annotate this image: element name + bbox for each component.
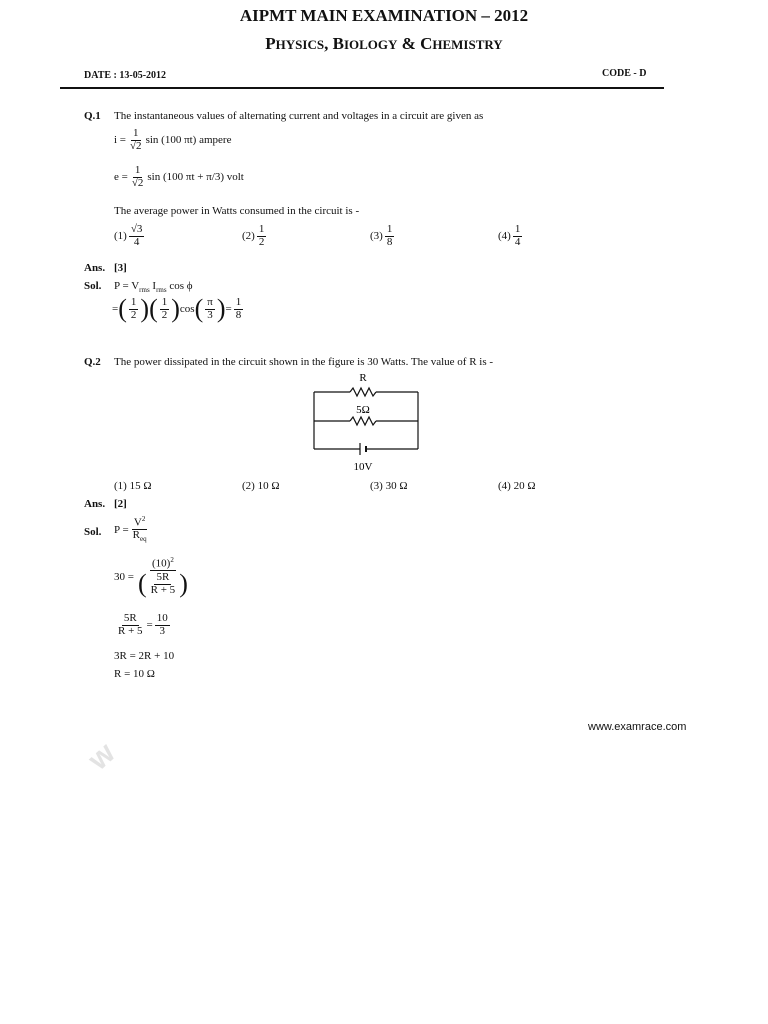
q2-s2-num-wrap xyxy=(150,557,176,571)
subtitle-cap-c: & C xyxy=(397,34,433,53)
q1-sol-frac2-den: 2 xyxy=(161,308,168,321)
q1-option-3[interactable] xyxy=(370,224,396,248)
q1-sol-frac4-den: 8 xyxy=(235,308,242,321)
q1-sol-eq2: = xyxy=(225,303,232,315)
q2-s1-den-wrap xyxy=(131,530,149,544)
header-rule xyxy=(60,87,664,89)
q2-s1-fraction xyxy=(131,516,149,544)
q1-e-rhs: sin (100 πt + π/3) volt xyxy=(147,171,244,184)
q1-option-2-den: 2 xyxy=(258,235,265,248)
q1-i-fraction xyxy=(128,128,144,152)
resistor-5ohm-label: 5Ω xyxy=(356,404,370,416)
q1-option-1-fraction xyxy=(129,224,145,248)
paren-open-3: ( xyxy=(194,294,204,323)
q1-sol-frac1 xyxy=(129,297,139,321)
q1-option-4-den: 4 xyxy=(514,235,521,248)
q1-e-num: 1 xyxy=(134,164,141,176)
q1-sol-label: Sol. xyxy=(84,280,102,292)
q1-option-1-label: (1) xyxy=(114,230,127,243)
q1-i-den: √2 xyxy=(130,139,142,152)
exam-date: DATE : 13-05-2012 xyxy=(84,70,167,81)
q1-sol-frac3-num: π xyxy=(207,295,213,308)
q2-s1-den: R xyxy=(132,529,141,542)
q2-s1-num-sup: 2 xyxy=(141,515,146,523)
q2-sol-step3 xyxy=(114,613,172,637)
q2-s2-den-wrap xyxy=(136,571,190,597)
q1-option-3-num: 1 xyxy=(386,223,393,235)
subtitle-cap-b: , B xyxy=(324,34,344,53)
q2-s2-inner-num: 5R xyxy=(156,571,170,584)
q1-number: Q.1 xyxy=(84,110,101,122)
subtitle-hysics: HYSICS xyxy=(275,37,325,52)
q1-option-4-label: (4) xyxy=(498,230,511,243)
q1-option-4-num: 1 xyxy=(514,223,521,235)
q1-sol-cos: cos xyxy=(179,303,195,315)
q1-i-lhs: i = xyxy=(114,134,127,147)
q2-sol-step1 xyxy=(114,516,151,544)
paren-close-2: ) xyxy=(171,294,180,323)
q1-question: The average power in Watts consumed in the circuit is - xyxy=(114,205,360,217)
exam-title: AIPMT MAIN EXAMINATION – 2012 xyxy=(239,6,529,25)
q2-sol-label: Sol. xyxy=(84,526,102,538)
q2-s1-den-sub: eq xyxy=(140,535,147,544)
q2-s2-inner-den: R + 5 xyxy=(150,583,176,596)
watermark: w xyxy=(82,735,123,777)
q1-sol-p-v: P = V xyxy=(114,280,140,292)
q1-sol-rms1: rms xyxy=(139,286,150,295)
q2-sol-step5: R = 10 Ω xyxy=(114,668,155,680)
subtitle-iology: IOLOGY xyxy=(343,37,398,52)
exam-code: CODE - D xyxy=(602,68,647,79)
q1-option-2-fraction xyxy=(257,224,267,248)
subtitle-hemistry: HEMISTRY xyxy=(432,37,503,52)
q1-option-1[interactable] xyxy=(114,224,146,248)
circuit-diagram xyxy=(300,370,430,475)
q2-sol-step4: 3R = 2R + 10 xyxy=(114,650,175,662)
paren-open-2: ( xyxy=(149,294,158,323)
q1-sol-frac4-num: 1 xyxy=(235,295,242,308)
q2-sol-step2 xyxy=(114,557,192,597)
paren-close-4: ) xyxy=(179,569,188,599)
resistor-r-label: R xyxy=(359,372,367,384)
paren-open-4: ( xyxy=(137,569,147,599)
q1-option-1-num: √3 xyxy=(130,223,143,235)
q1-sol-line1 xyxy=(114,280,193,294)
q2-ans-value: [2] xyxy=(114,498,127,510)
q1-option-2-label: (2) xyxy=(242,230,255,243)
q1-option-3-den: 8 xyxy=(386,235,393,248)
q1-sol-frac4 xyxy=(234,297,244,321)
battery-label: 10V xyxy=(353,461,373,473)
q1-current-equation xyxy=(114,128,231,152)
q1-sol-rms2: rms xyxy=(156,286,167,295)
q1-sol-frac1-num: 1 xyxy=(130,295,137,308)
q1-option-3-fraction xyxy=(385,224,395,248)
q2-option-1[interactable]: (1) 15 Ω xyxy=(114,480,152,492)
q1-i-rhs: sin (100 πt) ampere xyxy=(145,134,232,147)
q2-s2-inner-fraction xyxy=(149,572,178,596)
q1-sol-frac3 xyxy=(205,297,215,321)
q1-option-1-den: 4 xyxy=(133,235,140,248)
q2-s1-lhs: P = xyxy=(114,523,129,536)
q2-s3-eq: = xyxy=(146,619,153,632)
q2-s3-den2: 3 xyxy=(159,624,166,637)
paren-close-3: ) xyxy=(216,294,226,323)
q2-ans-label: Ans. xyxy=(84,498,106,510)
q1-e-lhs: e = xyxy=(114,171,128,184)
q2-question: The power dissipated in the circuit shown in the figure is 30 Watts. The value of R is - xyxy=(114,356,494,368)
q2-s3-num1: 5R xyxy=(123,612,137,624)
q1-sol-i: I xyxy=(149,280,157,292)
q1-e-den: √2 xyxy=(131,176,144,189)
q1-stem: The instantaneous values of alternating current and voltages in a circuit are given as xyxy=(114,110,484,122)
q2-s2-num-sup: 2 xyxy=(170,556,174,564)
q1-sol-frac2 xyxy=(160,297,170,321)
q1-e-fraction xyxy=(130,165,146,189)
paren-open-1: ( xyxy=(118,294,127,323)
q1-sol-frac2-num: 1 xyxy=(161,295,168,308)
q1-sol-frac1-den: 2 xyxy=(130,308,137,321)
q1-sol-eq: = xyxy=(112,303,119,315)
q2-s2-num: (10) xyxy=(152,557,171,570)
q1-ans-label: Ans. xyxy=(84,262,106,274)
q2-s3-den1: R + 5 xyxy=(118,624,143,637)
q2-option-4[interactable]: (4) 20 Ω xyxy=(498,480,536,492)
q2-s1-num: V xyxy=(133,516,142,529)
q2-option-2[interactable]: (2) 10 Ω xyxy=(242,480,280,492)
resistor-r xyxy=(350,388,376,396)
q1-option-2-num: 1 xyxy=(258,223,265,235)
q2-s2-fraction xyxy=(136,557,190,597)
q1-i-num: 1 xyxy=(133,127,139,139)
q1-sol-cos-phi: cos ϕ xyxy=(166,280,193,292)
q1-option-4[interactable] xyxy=(498,224,524,248)
q1-ans-value: [3] xyxy=(114,262,127,274)
resistor-5ohm xyxy=(350,417,376,425)
q2-s3-fraction2 xyxy=(155,613,170,637)
q2-s3-num2: 10 xyxy=(156,612,168,624)
q1-option-4-fraction xyxy=(513,224,523,248)
q1-sol-frac3-den: 3 xyxy=(207,308,213,321)
subtitle-cap-p: P xyxy=(265,34,276,53)
q2-s2-lhs: 30 = xyxy=(114,571,134,584)
paren-close-1: ) xyxy=(140,294,150,323)
q2-option-3[interactable]: (3) 30 Ω xyxy=(370,480,408,492)
q1-option-3-label: (3) xyxy=(370,230,383,243)
exam-subtitle xyxy=(0,34,768,54)
q1-sol-line2 xyxy=(112,296,245,322)
q2-s3-fraction1 xyxy=(116,613,145,637)
site-url[interactable]: www.examrace.com xyxy=(588,721,687,733)
q1-option-2[interactable] xyxy=(242,224,268,248)
q2-s1-num-wrap xyxy=(132,516,147,530)
q1-voltage-equation xyxy=(114,165,244,189)
q2-number: Q.2 xyxy=(84,356,101,368)
